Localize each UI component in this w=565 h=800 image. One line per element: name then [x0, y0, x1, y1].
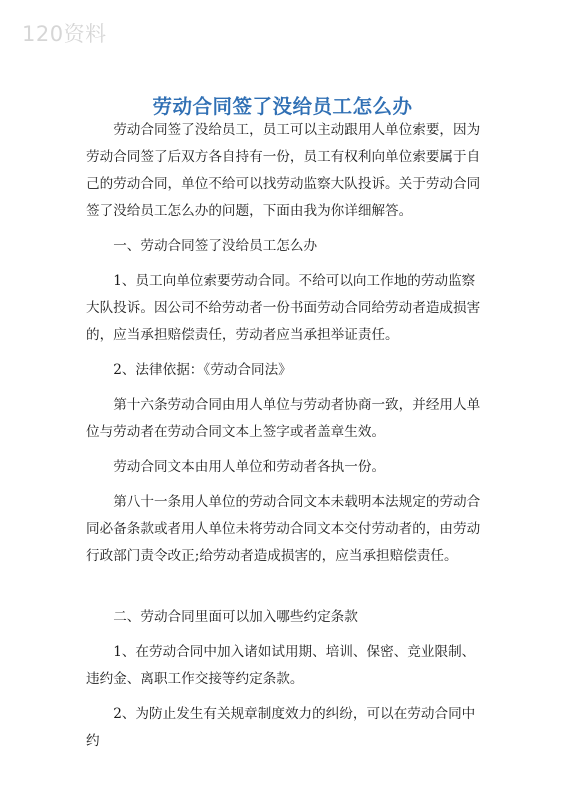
paragraph: 劳动合同文本由用人单位和劳动者各执一份。 [113, 459, 386, 475]
legal-basis-heading: 2、法律依据：《劳动合同法》 [113, 362, 292, 378]
paragraph: 1、员工向单位索要劳动合同。不给可以向工作地的劳动监察大队投诉。因公司不给劳动者一份书面劳动合同给劳动者造成损害的，应当承担赔偿责任，劳动者应当承担举证责任。 [86, 273, 481, 343]
section-heading-1: 一、劳动合同签了没给员工怎么办 [113, 238, 318, 254]
intro-paragraph: 劳动合同签了没给员工，员工可以主动跟用人单位索要，因为劳动合同签了后双方各自持有一份，员工有权利向单位索要属于自己的劳动合同，单位不给可以找劳动监察大队投诉。关于劳动合同签了没给员工怎么办的问题，下面由我为你详细解答。 [86, 122, 481, 219]
article-81-paragraph: 第八十一条用人单位的劳动合同文本未载明本法规定的劳动合同必备条款或者用人单位未将劳动合同文本交付劳动者的，由劳动行政部门责令改正;给劳动者造成损害的，应当承担赔偿责任。 [86, 494, 481, 564]
document-body [86, 117, 486, 763]
page-title: 劳动合同签了没给员工怎么办 [152, 95, 413, 119]
watermark-logo: 120资料 [22, 22, 107, 46]
paragraph: 1、在劳动合同中加入诸如试用期、培训、保密、竞业限制、违约金、离职工作交接等约定条款。 [86, 644, 476, 687]
article-16-paragraph: 第十六条劳动合同由用人单位与劳动者协商一致，并经用人单位与劳动者在劳动合同文本上签字或者盖章生效。 [86, 397, 481, 440]
paragraph: 2、为防止发生有关规章制度效力的纠纷，可以在劳动合同中约 [86, 706, 476, 749]
section-heading-2: 二、劳动合同里面可以加入哪些约定条款 [113, 609, 358, 625]
